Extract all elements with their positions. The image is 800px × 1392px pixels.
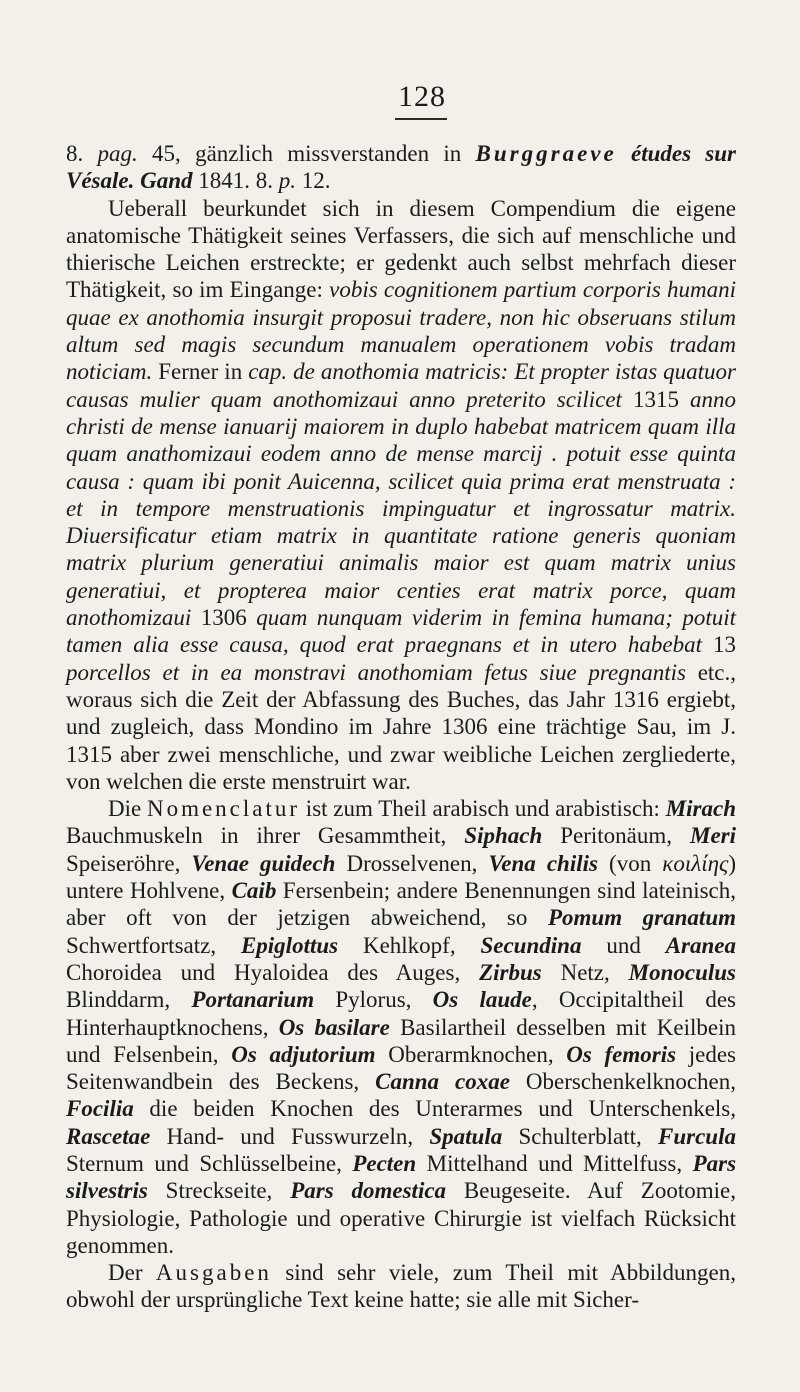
paragraph: [66, 195, 736, 796]
text-run: jedes Seitenwandbein des Beckens,: [66, 1041, 736, 1095]
text-run: porcellos et in ea monstravi anothomiam fetus siue pregnantis: [66, 659, 686, 685]
text-run: Focilia: [66, 1096, 134, 1122]
text-run: pag.: [97, 141, 138, 166]
text-run: anno christi de mense ianuarij maiorem in duplo habebat matricem quam illa quam anathomizaui eodem anno de mense marcij . potuit esse quinta causa : quam ibi ponit Auicenna, scilicet quia prima erat menstruata : et in tempore menstruationis impinguatur et ingrossatur matrix. Diuersificatur etiam matrix in quantitate ratione generis quoniam matrix plurium generatiui animalis maior est quam matrix unius generatiui, et propterea maior centies erat matrix porce, quam anothomizaui: [66, 386, 736, 631]
text-run: Ausgaben: [155, 1260, 272, 1286]
text-run: Ferner in: [152, 359, 249, 385]
text-run: Basilartheil desselben mit Keilbein und Felsenbein,: [66, 1014, 737, 1067]
text-run: Mittelhand und Mittelfuss,: [416, 1150, 693, 1176]
text-run: Zirbus: [479, 959, 542, 985]
text-run: Choroidea und Hyaloidea des Auges,: [66, 959, 480, 985]
text-run: Pylorus,: [314, 987, 433, 1013]
text-run: 1315: [621, 386, 690, 412]
text-run: Kehlkopf,: [338, 932, 481, 958]
text-run: etc., woraus sich die Zeit der Abfassung des Buches, das Jahr 1316 ergiebt, und zugleich, dass Mondino im Jahre 1306 eine trächtige Sau, im J. 1315 aber zwei menschliche, und zwar weibliche Leichen zergliederte, von welchen die erste menstruirt war.: [66, 659, 737, 794]
text-run: Nomenclatur: [146, 796, 301, 822]
text-run: die beiden Knochen des Unterarmes und Unterschenkels,: [133, 1096, 736, 1122]
text-run: Aranea: [665, 932, 736, 958]
text-run: , Occipitaltheil des Hinterhauptknochens,: [66, 987, 736, 1040]
text-run: quam nunquam viderim in femina humana; potuit tamen alia esse causa, quod erat praegnans et in utero habebat: [66, 605, 737, 658]
text-run: Sternum und Schlüsselbeine,: [66, 1150, 353, 1176]
text-run: Bauchmuskeln in ihrer Gesammtheit,: [66, 823, 465, 849]
text-run: ist zum Theil arabisch und arabistisch:: [300, 796, 666, 822]
text-run: 8.: [66, 141, 98, 166]
text-run: Hand- und Fusswurzeln,: [150, 1123, 430, 1149]
text-run: Monoculus: [628, 959, 736, 985]
page-number-rule: [395, 118, 447, 120]
text-run: Pecten: [352, 1150, 417, 1176]
text-run: Pomum granatum: [547, 905, 736, 931]
text-run: Blinddarm,: [66, 987, 192, 1013]
text-run: Os laude: [432, 987, 532, 1013]
text-run: p.: [278, 168, 296, 194]
text-run: 12.: [296, 168, 331, 194]
text-run: Furcula: [658, 1123, 736, 1149]
text-run: Die: [108, 796, 147, 822]
text-run: Rascetae: [66, 1123, 151, 1149]
paragraph: [66, 1259, 736, 1314]
text-run: Fersenbein; andere Benennungen sind lateinisch, aber oft von der jetzigen abweichend, so: [66, 878, 736, 931]
text-run: Os basilare: [278, 1014, 390, 1040]
text-run: Netz,: [541, 959, 629, 985]
text-run: Speiseröhre,: [66, 850, 192, 876]
text-run: Schulterblatt,: [502, 1123, 659, 1149]
text-run: Portanarium: [191, 987, 315, 1013]
text-run: Beugeseite. Auf Zootomie, Physiologie, Pathologie und operative Chirurgie ist vielfach Rücksicht genommen.: [66, 1178, 736, 1258]
text-run: Caib: [231, 878, 277, 904]
text-run: Secundina: [480, 932, 582, 958]
text-run: Oberschenkelknochen,: [509, 1069, 737, 1095]
text-run: 1306: [191, 605, 257, 631]
text-run: études sur Vésale. Gand: [66, 141, 737, 194]
paragraph: [66, 795, 736, 1259]
text-run: Mirach: [665, 796, 736, 822]
text-run: ) untere Hohlvene,: [66, 850, 736, 904]
text-run: Ueberall beurkundet sich in diesem Compendium die eigene anatomische Thätigkeit seines Verfassers, die sich auf menschliche und thierische Leichen erstreckte; er gedenkt auch selbst mehrfach dieser Thätigkeit, so im Eingange:: [66, 195, 736, 303]
text-run: cap. de anothomia matricis: Et propter istas quatuor causas mulier quam anothomizaui anno preterito scilicet: [66, 359, 736, 412]
text-run: Siphach: [464, 823, 543, 849]
text-run: Streckseite,: [147, 1178, 291, 1204]
text-run: (von: [597, 850, 663, 876]
text-run: κοιλίης: [662, 850, 729, 876]
text-run: Vena chilis: [488, 850, 598, 876]
text-run: Pars domestica: [290, 1178, 447, 1204]
text-run: Epiglottus: [240, 932, 339, 958]
text-run: Spatula: [429, 1123, 503, 1149]
text-run: Meri: [690, 823, 736, 849]
text-run: Der: [108, 1260, 156, 1286]
text-run: Os adjutorium: [231, 1041, 376, 1067]
text-run: sind sehr viele, zum Theil mit Abbildungen, obwohl der ursprüngliche Text keine hatte; sie alle mit Sicher-: [66, 1260, 737, 1313]
text-run: [617, 141, 631, 166]
text-run: Canna coxae: [375, 1069, 510, 1095]
text-run: Venae guidech: [191, 850, 336, 876]
text-run: 13: [702, 632, 736, 658]
text-run: Oberarmknochen,: [375, 1041, 567, 1067]
text-run: Burggraeve: [475, 141, 617, 166]
text-run: Os femoris: [566, 1041, 677, 1067]
text-run: 1841. 8.: [192, 168, 279, 194]
text-run: und: [581, 932, 666, 958]
text-run: Drosselvenen,: [335, 850, 489, 876]
text-run: Peritonäum,: [542, 823, 690, 849]
page-number: 128: [398, 80, 446, 113]
text-run: Pars silvestris: [66, 1150, 737, 1204]
text-run: 45, gänzlich missverstanden in: [137, 141, 476, 166]
text-run: Schwertfortsatz,: [66, 932, 241, 958]
paragraph: [66, 140, 736, 195]
body-text: [66, 140, 736, 1314]
text-run: vobis cognitionem partium corporis humani quae ex anothomia insurgit proposui tradere, non hic obseruans stilum altum sed magis secundum manualem operationem vobis tradam noticiam.: [66, 277, 736, 385]
